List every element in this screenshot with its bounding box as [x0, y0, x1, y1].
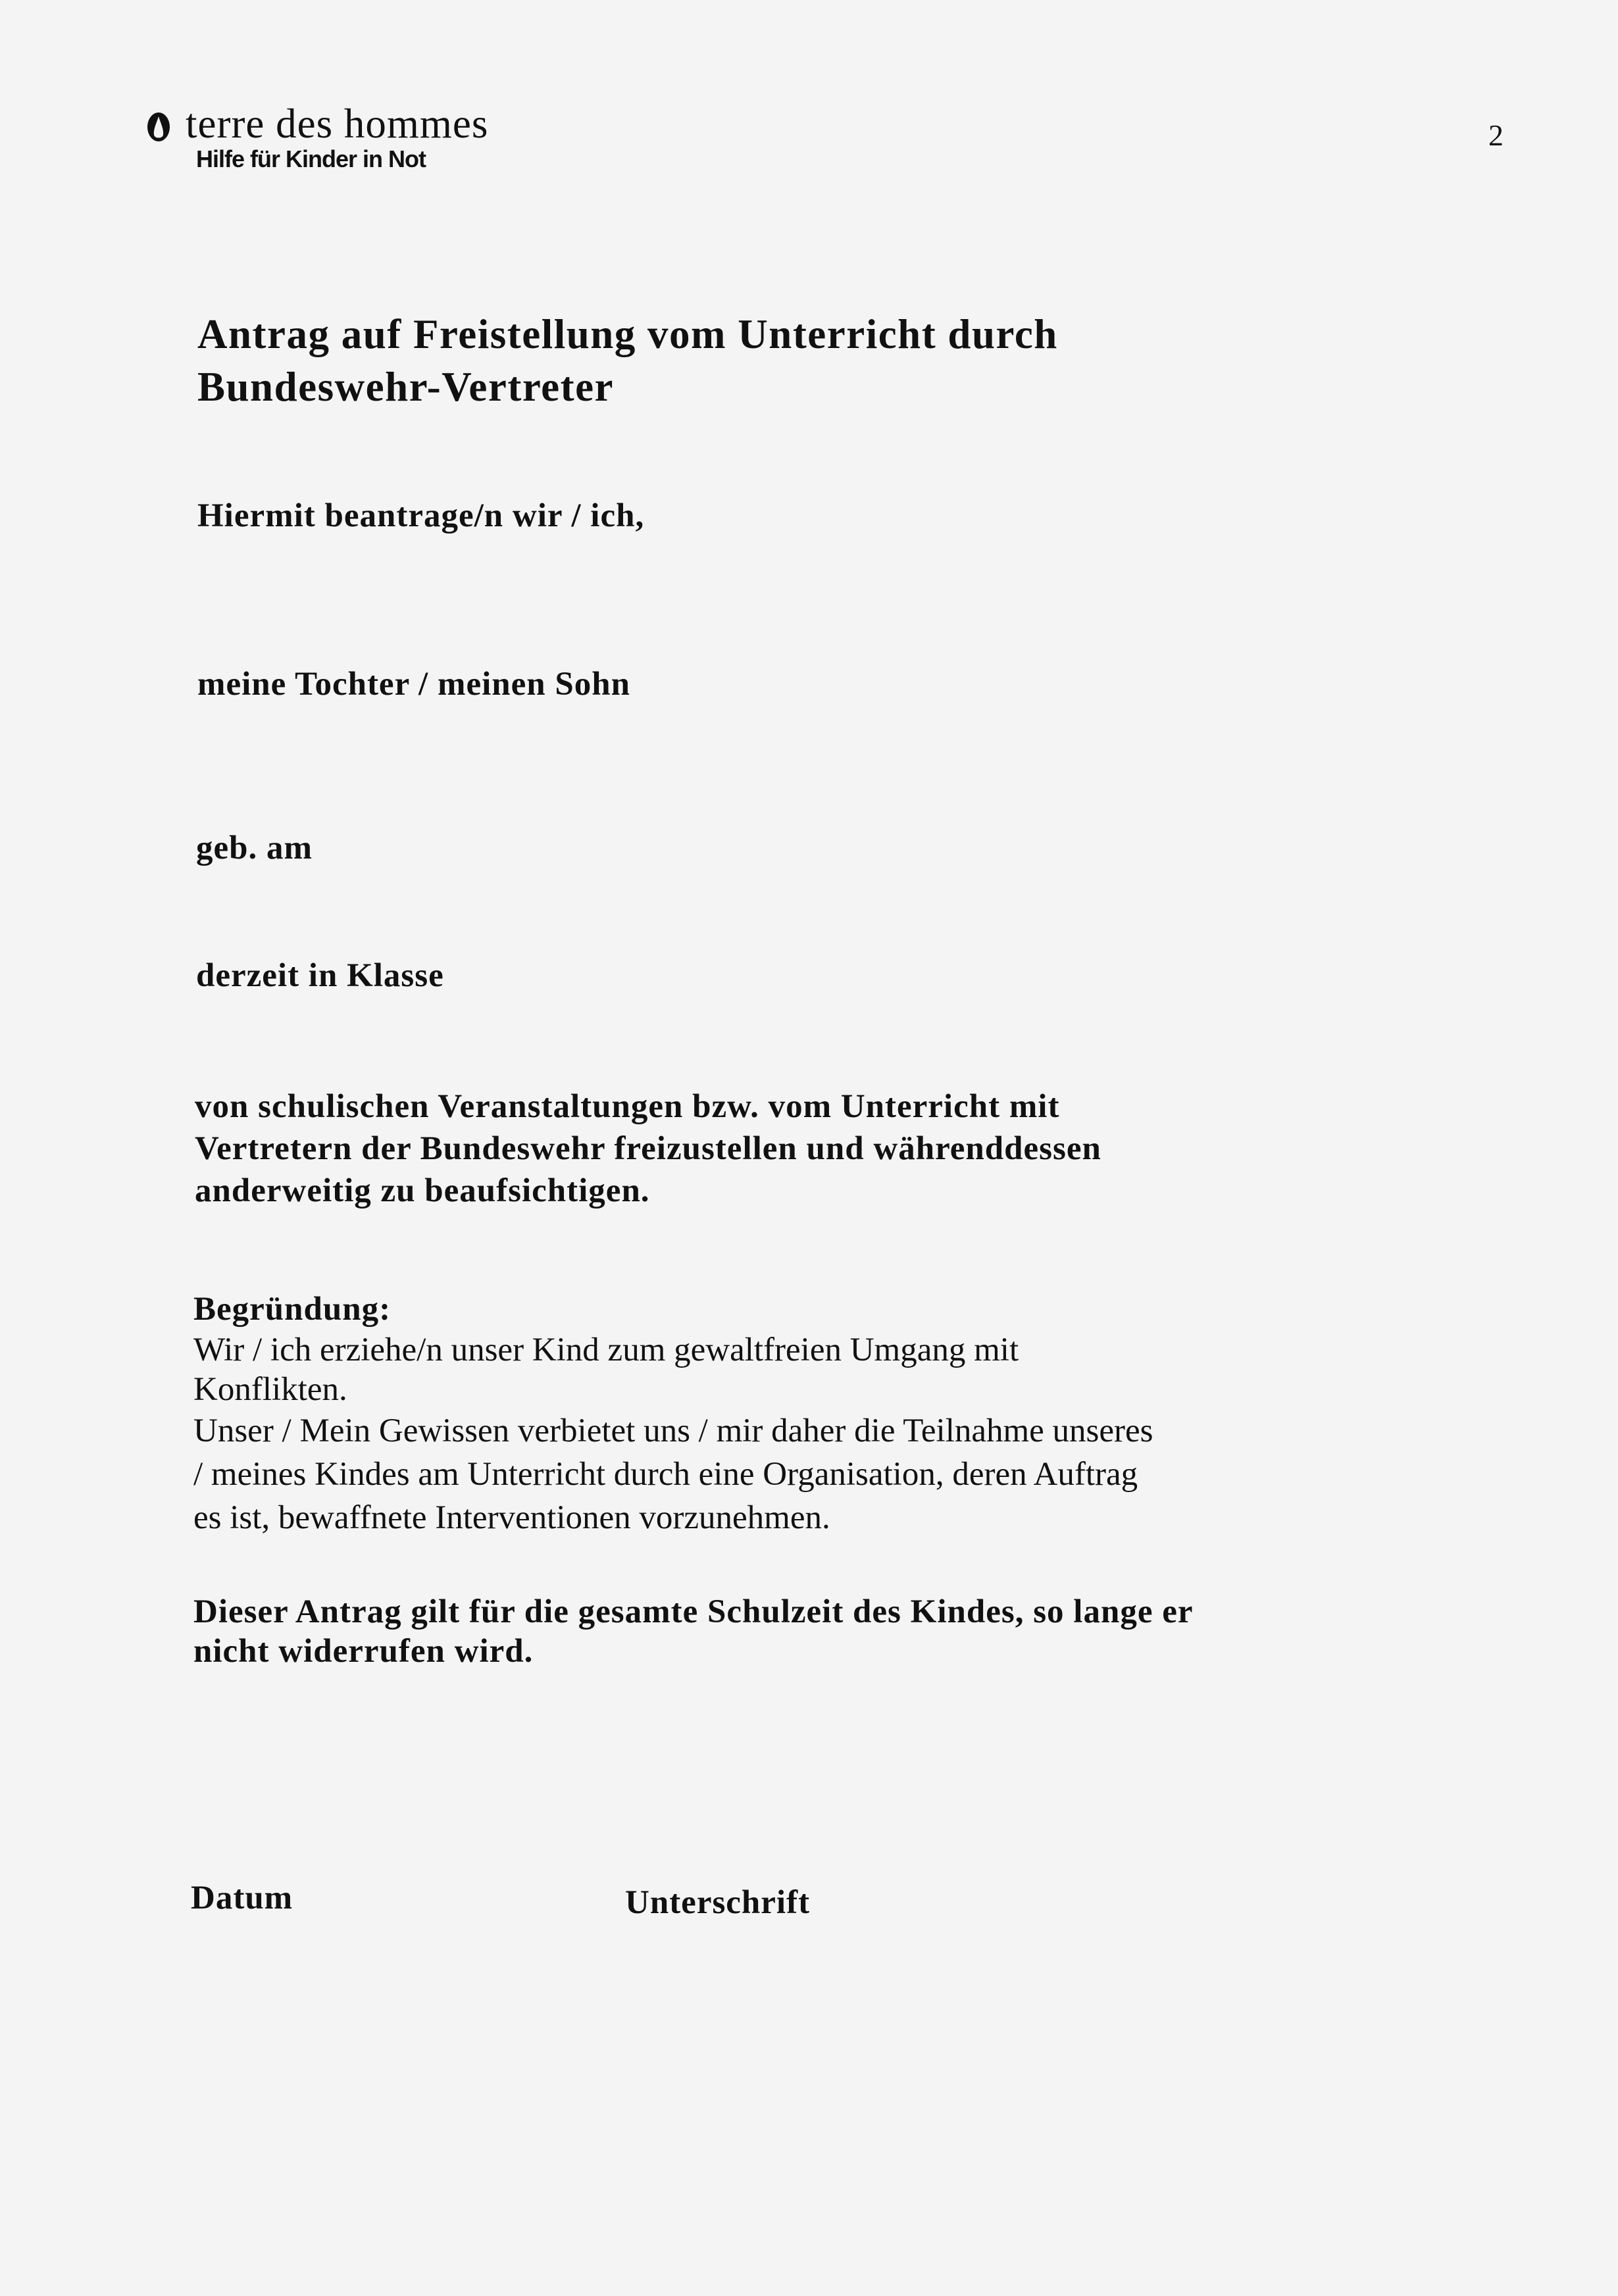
birthdate-label: geb. am [196, 830, 313, 866]
date-label: Datum [191, 1880, 293, 1916]
reason-line: / meines Kindes am Unterricht durch eine Organisation, deren Auftrag [193, 1456, 1138, 1493]
signature-label: Unterschrift [625, 1884, 811, 1921]
validity-paragraph [193, 1592, 1193, 1671]
org-tagline: Hilfe für Kinder in Not [196, 145, 426, 172]
purpose-line: anderweitig zu beaufsichtigen. [195, 1172, 650, 1209]
reason-line: Wir / ich erziehe/n unser Kind zum gewaltfreien Umgang mit [193, 1332, 1019, 1368]
purpose-line: Vertretern der Bundeswehr freizustellen und währenddessen [195, 1130, 1101, 1167]
page-number: 2 [1488, 118, 1504, 152]
title-line: Antrag auf Freistellung vom Unterricht durch [197, 311, 1058, 357]
child-label: meine Tochter / meinen Sohn [197, 666, 630, 703]
request-label: Hiermit beantrage/n wir / ich, [197, 497, 645, 534]
document-title [197, 308, 1058, 413]
validity-line: nicht widerrufen wird. [193, 1633, 534, 1670]
purpose-paragraph [195, 1086, 1101, 1212]
reason-line: es ist, bewaffnete Interventionen vorzunehmen. [193, 1499, 830, 1536]
title-line: Bundeswehr-Vertreter [197, 364, 615, 410]
org-name: terre des hommes [186, 101, 489, 147]
reason-line: Konflikten. [193, 1371, 347, 1408]
class-label: derzeit in Klasse [196, 957, 444, 994]
reason-heading: Begründung: [193, 1291, 392, 1328]
drop-logo-icon [146, 109, 171, 143]
reason-line: Unser / Mein Gewissen verbietet uns / mir daher die Teilnahme unseres [193, 1412, 1153, 1449]
reason-section [193, 1288, 1153, 1539]
purpose-line: von schulischen Veranstaltungen bzw. vom Unterricht mit [195, 1088, 1060, 1125]
validity-line: Dieser Antrag gilt für die gesamte Schulzeit des Kindes, so lange er [193, 1593, 1194, 1630]
